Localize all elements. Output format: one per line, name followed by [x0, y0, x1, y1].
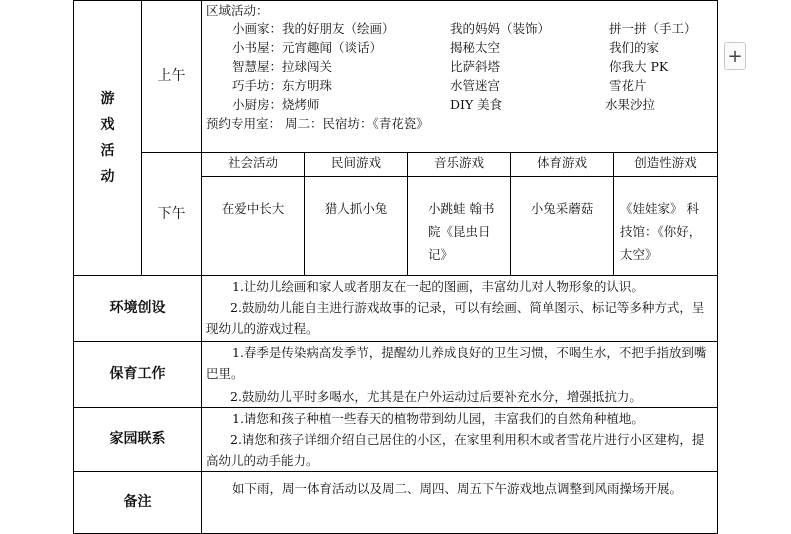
region-heading: 区域活动： [206, 3, 269, 18]
document-page [73, 0, 717, 530]
afternoon-cell: 小兔采蘑菇 [511, 177, 614, 276]
region-cell: 揭秘太空 [450, 40, 501, 55]
region-cell: 比萨斜塔 [450, 59, 501, 74]
region-cell: 拼一拼（手工） [609, 21, 697, 36]
notes-content [202, 472, 718, 534]
region-cell: 小书屋：元宵趣闻（谈话） [232, 40, 383, 55]
environment-line: 1.让幼儿绘画和家人或者朋友在一起的图画，丰富幼儿对人物形象的认识。 [232, 279, 644, 294]
afternoon-header: 创造性游戏 [614, 153, 718, 177]
region-cell: 水果沙拉 [605, 97, 656, 112]
category-char: 游 [100, 91, 115, 107]
environment-line: 2.鼓励幼儿能自主进行游戏故事的记录，可以有绘画、简单图示、标记等多种方式，呈现幼儿的游戏过程。 [206, 300, 705, 336]
region-cell: 我们的家 [609, 40, 660, 55]
booking-room-line: 预约专用室： 周二：民宿坊：《青花瓷》 [206, 116, 429, 131]
region-cell: 小厨房：烧烤师 [232, 97, 320, 112]
region-activities [202, 1, 718, 153]
notes-label: 备注 [74, 472, 202, 534]
home-content [202, 408, 718, 472]
notes-line: 如下雨，周一体育活动以及周二、周四、周五下午游戏地点调整到风雨操场开展。 [232, 481, 683, 496]
category-char: 活 [100, 143, 115, 159]
afternoon-header: 民间游戏 [305, 153, 408, 177]
region-cell: 我的妈妈（装饰） [450, 21, 551, 36]
afternoon-cell: 《娃娃家》 科技馆：《你好，太空》 [614, 177, 718, 276]
afternoon-header: 体育游戏 [511, 153, 614, 177]
region-cell: 巧手坊：东方明珠 [232, 78, 333, 93]
game-activity-category [74, 1, 142, 276]
region-activity-grid [232, 20, 713, 115]
region-cell: 智慧屋：拉球闯关 [232, 59, 333, 74]
care-line: 1.春季是传染病高发季节，提醒幼儿养成良好的卫生习惯，不喝生水，不把手指放到嘴巴里。 [206, 345, 707, 381]
category-char: 戏 [100, 117, 115, 133]
afternoon-cell: 在爱中长大 [202, 177, 305, 276]
weekly-plan-table [73, 0, 718, 534]
afternoon-cell: 猎人抓小兔 [305, 177, 408, 276]
home-line: 1.请您和孩子种植一些春天的植物带到幼儿园，丰富我们的自然角种植地。 [232, 411, 644, 426]
afternoon-label: 下午 [142, 153, 202, 276]
environment-content [202, 276, 718, 342]
care-label: 保育工作 [74, 342, 202, 408]
home-label: 家园联系 [74, 408, 202, 472]
environment-label: 环境创设 [74, 276, 202, 342]
category-char: 动 [100, 169, 115, 185]
region-cell: 雪花片 [609, 78, 647, 93]
care-content [202, 342, 718, 408]
home-line: 2.请您和孩子详细介绍自己居住的小区，在家里利用积木或者雪花片进行小区建构，提高幼儿的动手能力。 [206, 432, 705, 468]
region-cell: DIY 美食 [450, 97, 503, 112]
region-cell: 小画家：我的好朋友（绘画） [232, 21, 395, 36]
morning-label: 上午 [142, 1, 202, 153]
afternoon-cell: 小跳蛙 翰书院《昆虫日记》 [408, 177, 511, 276]
add-button[interactable]: + [724, 42, 746, 70]
region-cell: 水管迷宫 [450, 78, 501, 93]
afternoon-header: 社会活动 [202, 153, 305, 177]
region-cell: 你我大 PK [609, 59, 669, 74]
care-line: 2.鼓励幼儿平时多喝水，尤其是在户外运动过后要补充水分，增强抵抗力。 [230, 389, 642, 404]
afternoon-header: 音乐游戏 [408, 153, 511, 177]
